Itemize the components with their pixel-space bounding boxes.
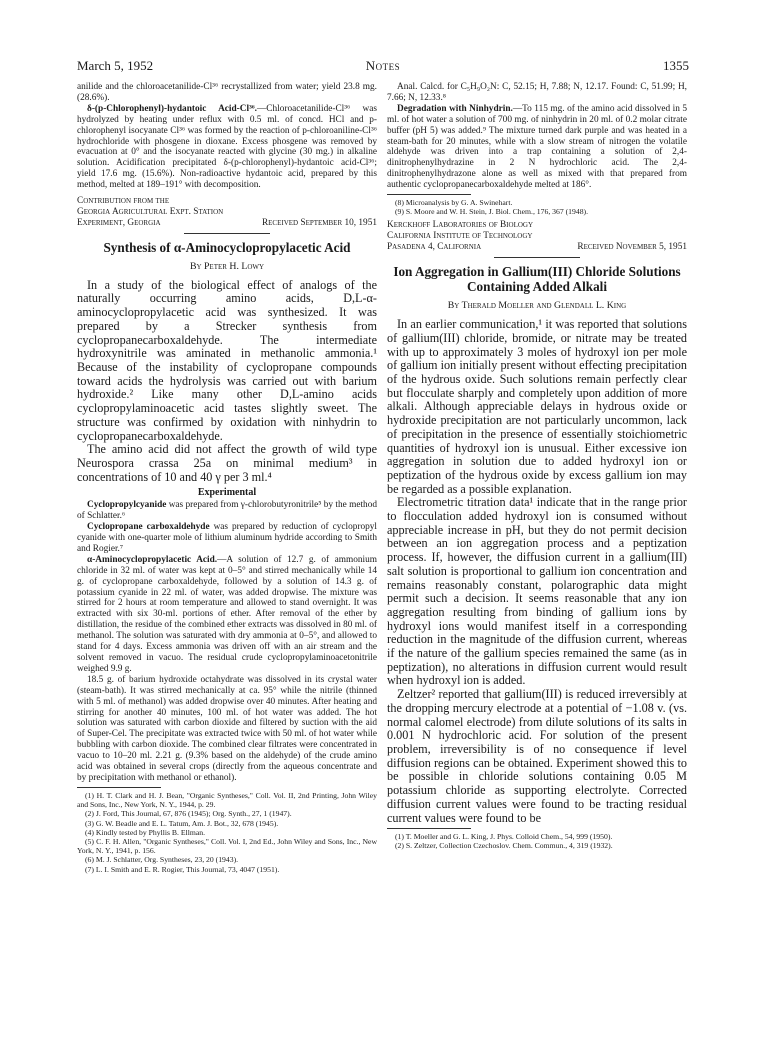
article-byline: By Therald Moeller and Glendall L. King: [447, 300, 627, 312]
cyanide-paragraph: [77, 500, 377, 522]
affiliation-received-row: [387, 242, 687, 253]
footnote: (7) L. I. Smith and E. R. Rogier, This Journal, 73, 4047 (1951).: [85, 864, 280, 874]
received-date: Received September 10, 1951: [261, 217, 377, 228]
footnote: (5) C. F. H. Allen, "Organic Syntheses," Coll. Vol. I, 2nd Ed., John Wiley and Sons, Inc., New York, N. Y., 1941, p. 156.: [77, 836, 377, 856]
cyanide-text: was prepared from γ-chlorobutyronitrile⁵ by the method of Schlatter.⁶: [77, 500, 377, 522]
footnote: (9) S. Moore and W. H. Stein, J. Biol. Chem., 176, 367 (1948).: [395, 207, 589, 217]
degradation-paragraph: [387, 104, 687, 191]
affiliation-received-row: [77, 218, 377, 229]
affiliation-line: Contribution from the: [77, 196, 170, 207]
cyanide-heading: Cyclopropylcyanide: [87, 500, 167, 511]
georgia-affiliation: [77, 196, 377, 229]
affiliation-place: Pasadena 4, California: [387, 242, 482, 253]
footnote: (2) J. Ford, This Journal, 67, 876 (1945); Org. Synth., 27, 1 (1947).: [85, 809, 292, 819]
received-date: Received November 5, 1951: [577, 242, 687, 253]
affiliation-line: Georgia Agricultural Expt. Station: [77, 206, 224, 217]
footnote: (1) H. T. Clark and H. J. Bean, "Organic Syntheses," Coll. Vol. II, 2nd Printing, John Wiley and Sons, Inc., New York, N. Y., 1944, p. 29.: [77, 790, 377, 810]
footnote: (1) T. Moeller and G. L. King, J. Phys. Colloid Chem., 54, 999 (1950).: [395, 832, 613, 842]
analysis-paragraph: Anal. Calcd. for C₅H₉O₂N: C, 52.15; H, 7.88; N, 12.17. Found: C, 51.99; H, 7.66; N, 12.33.⁸: [387, 82, 687, 103]
hydantoic-acid-heading: δ-(p-Chlorophenyl)-hydantoic Acid-Cl³⁶.: [87, 103, 257, 114]
article-title: Ion Aggregation in Gallium(III) Chloride Solutions Containing Added Alkali: [393, 264, 681, 295]
right-column: [387, 82, 687, 1032]
footnote: (6) M. J. Schlatter, Org. Syntheses, 23, 20 (1943).: [85, 855, 239, 865]
footnote: (3) G. W. Beadle and E. L. Tatum, Am. J. Bot., 32, 678 (1945).: [85, 818, 279, 828]
barium-paragraph: 18.5 g. of barium hydroxide octahydrate was dissolved in its crystal water (steam-bath). It was stirred mechanically at ca. 95° while the nitrile (thinned with 5 ml. of methanol) was added dropwise over 40 minutes. After heating and stirring for another 40 minutes, 100 ml. of hot water was added. The hot solution was saturated with carbon dioxide and filtered by suction with the aid of Super-Cel. The precipitate was extracted twice with 50 ml. of hot water while bubbling with carbon dioxide. The combined clear filtrates were concentrated in vacuo to 10–20 ml. 2.21 g. (9.3% based on the aldehyde) of the crude amino acid was obtained in several crops (directly from the aqueous concentrate and by precipitation with methanol or ethanol).: [77, 674, 377, 783]
article-separator: [494, 257, 580, 258]
footnote-rule: [387, 194, 471, 195]
aldehyde-heading: Cyclopropane carboxaldehyde: [87, 522, 210, 533]
intro-paragraph: The amino acid did not affect the growth of wild type Neurospora crassa 25a on minimal medium³ in concentrations of 10 and 40 γ per 3 ml.⁴: [77, 442, 377, 484]
article-title: Synthesis of α-Aminocyclopropylacetic Acid: [103, 239, 351, 255]
header-section: Notes: [365, 58, 401, 73]
article-separator: [184, 233, 270, 234]
degradation-heading: Degradation with Ninhydrin.: [397, 103, 513, 114]
hydantoic-acid-paragraph: [77, 104, 377, 191]
left-footnotes: [77, 791, 377, 874]
footnote-rule: [387, 828, 471, 829]
footnote: (2) S. Zeltzer, Collection Czechoslov. Chem. Commun., 4, 319 (1932).: [395, 841, 613, 851]
amino-acid-paragraph: [77, 555, 377, 675]
aldehyde-text: was prepared by reduction of cyclopropyl cyanide with one-quarter mole of lithium aluminum hydride according to Smith and Rogier.⁷: [77, 522, 377, 554]
article-byline: By Peter H. Lowy: [189, 260, 265, 272]
footnote: (8) Microanalysis by G. A. Swinehart.: [395, 198, 513, 208]
running-header: [77, 58, 689, 76]
affiliation-line: California Institute of Technology: [387, 231, 533, 242]
body-paragraph: Zeltzer² reported that gallium(III) is reduced irreversibly at the dropping mercury electrode at a potential of −1.08 v. (vs. normal calomel electrode) from dilute solutions of its salts in 0.001 N hydrochloric acid. For solution of the present problem, irreversibility is of no consequence if level diffusion regions can be obtained. Experiment showed this to be possible in chloride solutions containing 0.05 M potassium chloride as supporting electrolyte. Corrected diffusion current values were found to be tracting residual current values were found to be: [387, 687, 687, 825]
header-date: March 5, 1952: [77, 58, 154, 73]
aldehyde-paragraph: [77, 522, 377, 555]
intro-paragraph: In a study of the biological effect of analogs of the naturally occurring amino acids, D,L-α-aminocyclopropylacetic acid was synthesized. It was prepared by a Strecker synthesis from cyclopropanecarboxaldehyde. The intermediate hydroxynitrile was aminated in methanolic ammonia.¹ Because of the instability of cyclopropane compounds toward acids the hydrolysis was carried out with barium hydroxide.² Like many other D,L-amino acids cyclopropylaminoacetic acid tastes slightly sweet. The structure was confirmed by oxidation with ninhydrin to cyclopropanecarboxaldehyde.: [77, 277, 377, 443]
footnote-rule: [77, 787, 161, 788]
amino-acid-text: —A solution of 12.7 g. of ammonium chloride in 32 ml. of water was kept at 0–5° and stirred mechanically while 14 g. of cyclopropane carboxaldehyde, followed by a solution of 14.3 g. of potassium cyanide in 22 ml. of water, was added dropwise. The mixture was stirred for 2 hours at room temperature and allowed to stand overnight. It was extracted with six 30-ml. portions of ether. After removal of the ether by distillation, the residue of the combined ether extracts was dissolved in 80 ml. of methanol. The solution was saturated with dry ammonia at 0–5°, and allowed to stand for 4 days. Excess ammonia was driven off with an air stream and the solvent removed in vacuo. The residual crude cyclopropylaminoacetonitrile weighed 9.9 g.: [77, 554, 377, 674]
caltech-affiliation: [387, 220, 687, 253]
affiliation-line: Kerckhoff Laboratories of Biology: [387, 220, 534, 231]
degradation-text: —To 115 mg. of the amino acid dissolved in 5 ml. of hot water a solution of 700 mg. of ninhydrin in 20 ml. of 0.2 molar citrate buffer (pH 5) was added.⁹ The mixture turned dark purple and was heated in a steam-bath for 20 minutes, while with a slow stream of nitrogen the volatile aldehyde was driven into a trap containing a solution of 2,4-dinitrophenylhydrazine in 2 N hydrochloric acid. The 2,4-dinitrophenylhydrazone alone as well as mixed with that prepared from authentic cyclopropanecarboxaldehyde melted at 186°.: [387, 103, 687, 191]
body-paragraph: In an earlier communication,¹ it was reported that solutions of gallium(III) chloride, bromide, or nitrate may be treated with up to approximately 3 moles of hydroxyl ion per mole of gallium ion initially present without effecting precipitation of the hydrous oxide. Such solutions remain perfectly clear but flocculate sharply and completely upon addition of more alkali. Although appreciable delays in hydrous oxide or hydroxide precipitation are not particularly uncommon, lack of precipitation in the presence of essentially stoichiometric quantities of hydroxyl ion is unusual. Either excessive ion aggregation in solution due to added hydroxyl ion or peptization of the hydrous oxide by excess gallium ion may be regarded as a possible explanation.: [387, 317, 687, 496]
body-paragraph: Electrometric titration data¹ indicate that in the range prior to flocculation added hydroxyl ion is consumed without appreciable increase in pH, but they do not permit decision between an ion aggregation process and a peptization process. If, however, the diffusion current in a gallium(III) salt solution is proportional to gallium ion concentration and remains reasonably constant, polarographic data might permit such a decision. It seems reasonable that any ion aggregation resulting from binding of gallium ions by hydroxyl ions would manifest itself in a corresponding reduction in the magnitude of the diffusion current, whereas if the nature of the gallium species remained the same (as in peptization), no alterations in diffusion current would result when hydroxyl ion is added.: [387, 495, 687, 688]
experimental-heading: Experimental: [197, 487, 257, 499]
hydantoic-acid-text: —Chloroacetanilide-Cl³⁶ was hydrolyzed by heating under reflux with 0.5 ml. of concd. HCl and p-chlorophenyl isocyanate Cl³⁶ was formed by the reaction of p-chloroaniline-Cl³⁶ hydrochloride with phosgene in dioxane. Excess phosgene was removed by evacuation at 0° and the isocyanate reacted with glycine (30 mg.) in alkaline solution. Acidification precipitated δ-(p-chlorophenyl)-hydantoic acid-Cl³⁶; yield 17.6 mg. (15.6%). Non-radioactive hydantoic acid, prepared by this method, melted at 189–191° with decomposition.: [77, 103, 377, 191]
footnote: (4) Kindly tested by Phyllis B. Ellman.: [85, 827, 206, 837]
continuation-text: anilide and the chloroacetanilide-Cl³⁶ recrystallized from water; yield 23.8 mg. (28.6%).: [77, 82, 377, 103]
left-column: [77, 82, 377, 1027]
header-page-number: 1355: [663, 58, 689, 73]
amino-acid-heading: α-Aminocyclopropylacetic Acid.: [87, 554, 218, 565]
affiliation-place: Experiment, Georgia: [77, 217, 161, 228]
